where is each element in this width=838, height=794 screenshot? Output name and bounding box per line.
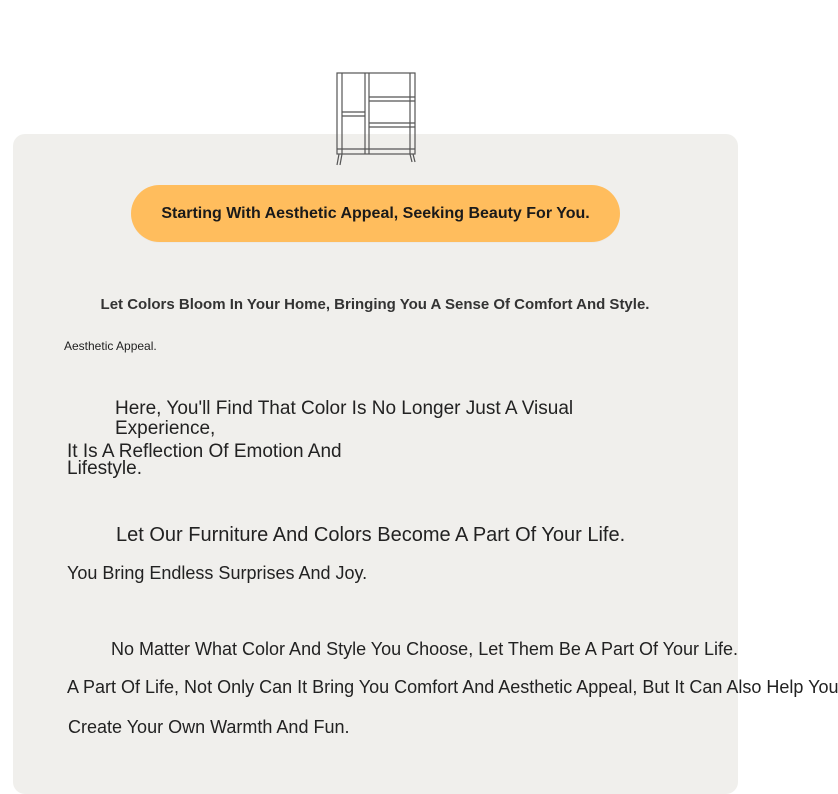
cta-label: Starting With Aesthetic Appeal, Seeking Beauty For You. xyxy=(161,204,590,222)
paragraph-3-line-1: No Matter What Color And Style You Choose, Let Them Be A Part Of Your Life. xyxy=(111,639,739,659)
subtitle: Let Colors Bloom In Your Home, Bringing You A Sense Of Comfort And Style. xyxy=(100,296,650,313)
paragraph-1-line-2: Experience, xyxy=(115,418,216,439)
paragraph-1-line-3: It Is A Reflection Of Emotion And xyxy=(67,441,342,462)
paragraph-2-line-2: You Bring Endless Surprises And Joy. xyxy=(67,563,368,583)
paragraph-3-line-3: Create Your Own Warmth And Fun. xyxy=(68,717,350,737)
shelf-cabinet-icon xyxy=(334,70,418,168)
aesthetic-appeal-banner-button[interactable] xyxy=(131,185,620,242)
paragraph-1-line-4: Lifestyle. xyxy=(67,458,142,479)
paragraph-2-line-1: Let Our Furniture And Colors Become A Part Of Your Life. xyxy=(116,524,626,546)
paragraph-3-line-2: A Part Of Life, Not Only Can It Bring You Comfort And Aesthetic Appeal, But It Can Also Help You xyxy=(67,677,838,697)
section-label: Aesthetic Appeal. xyxy=(64,339,157,353)
paragraph-1-line-1: Here, You'll Find That Color Is No Longer Just A Visual xyxy=(115,398,574,419)
